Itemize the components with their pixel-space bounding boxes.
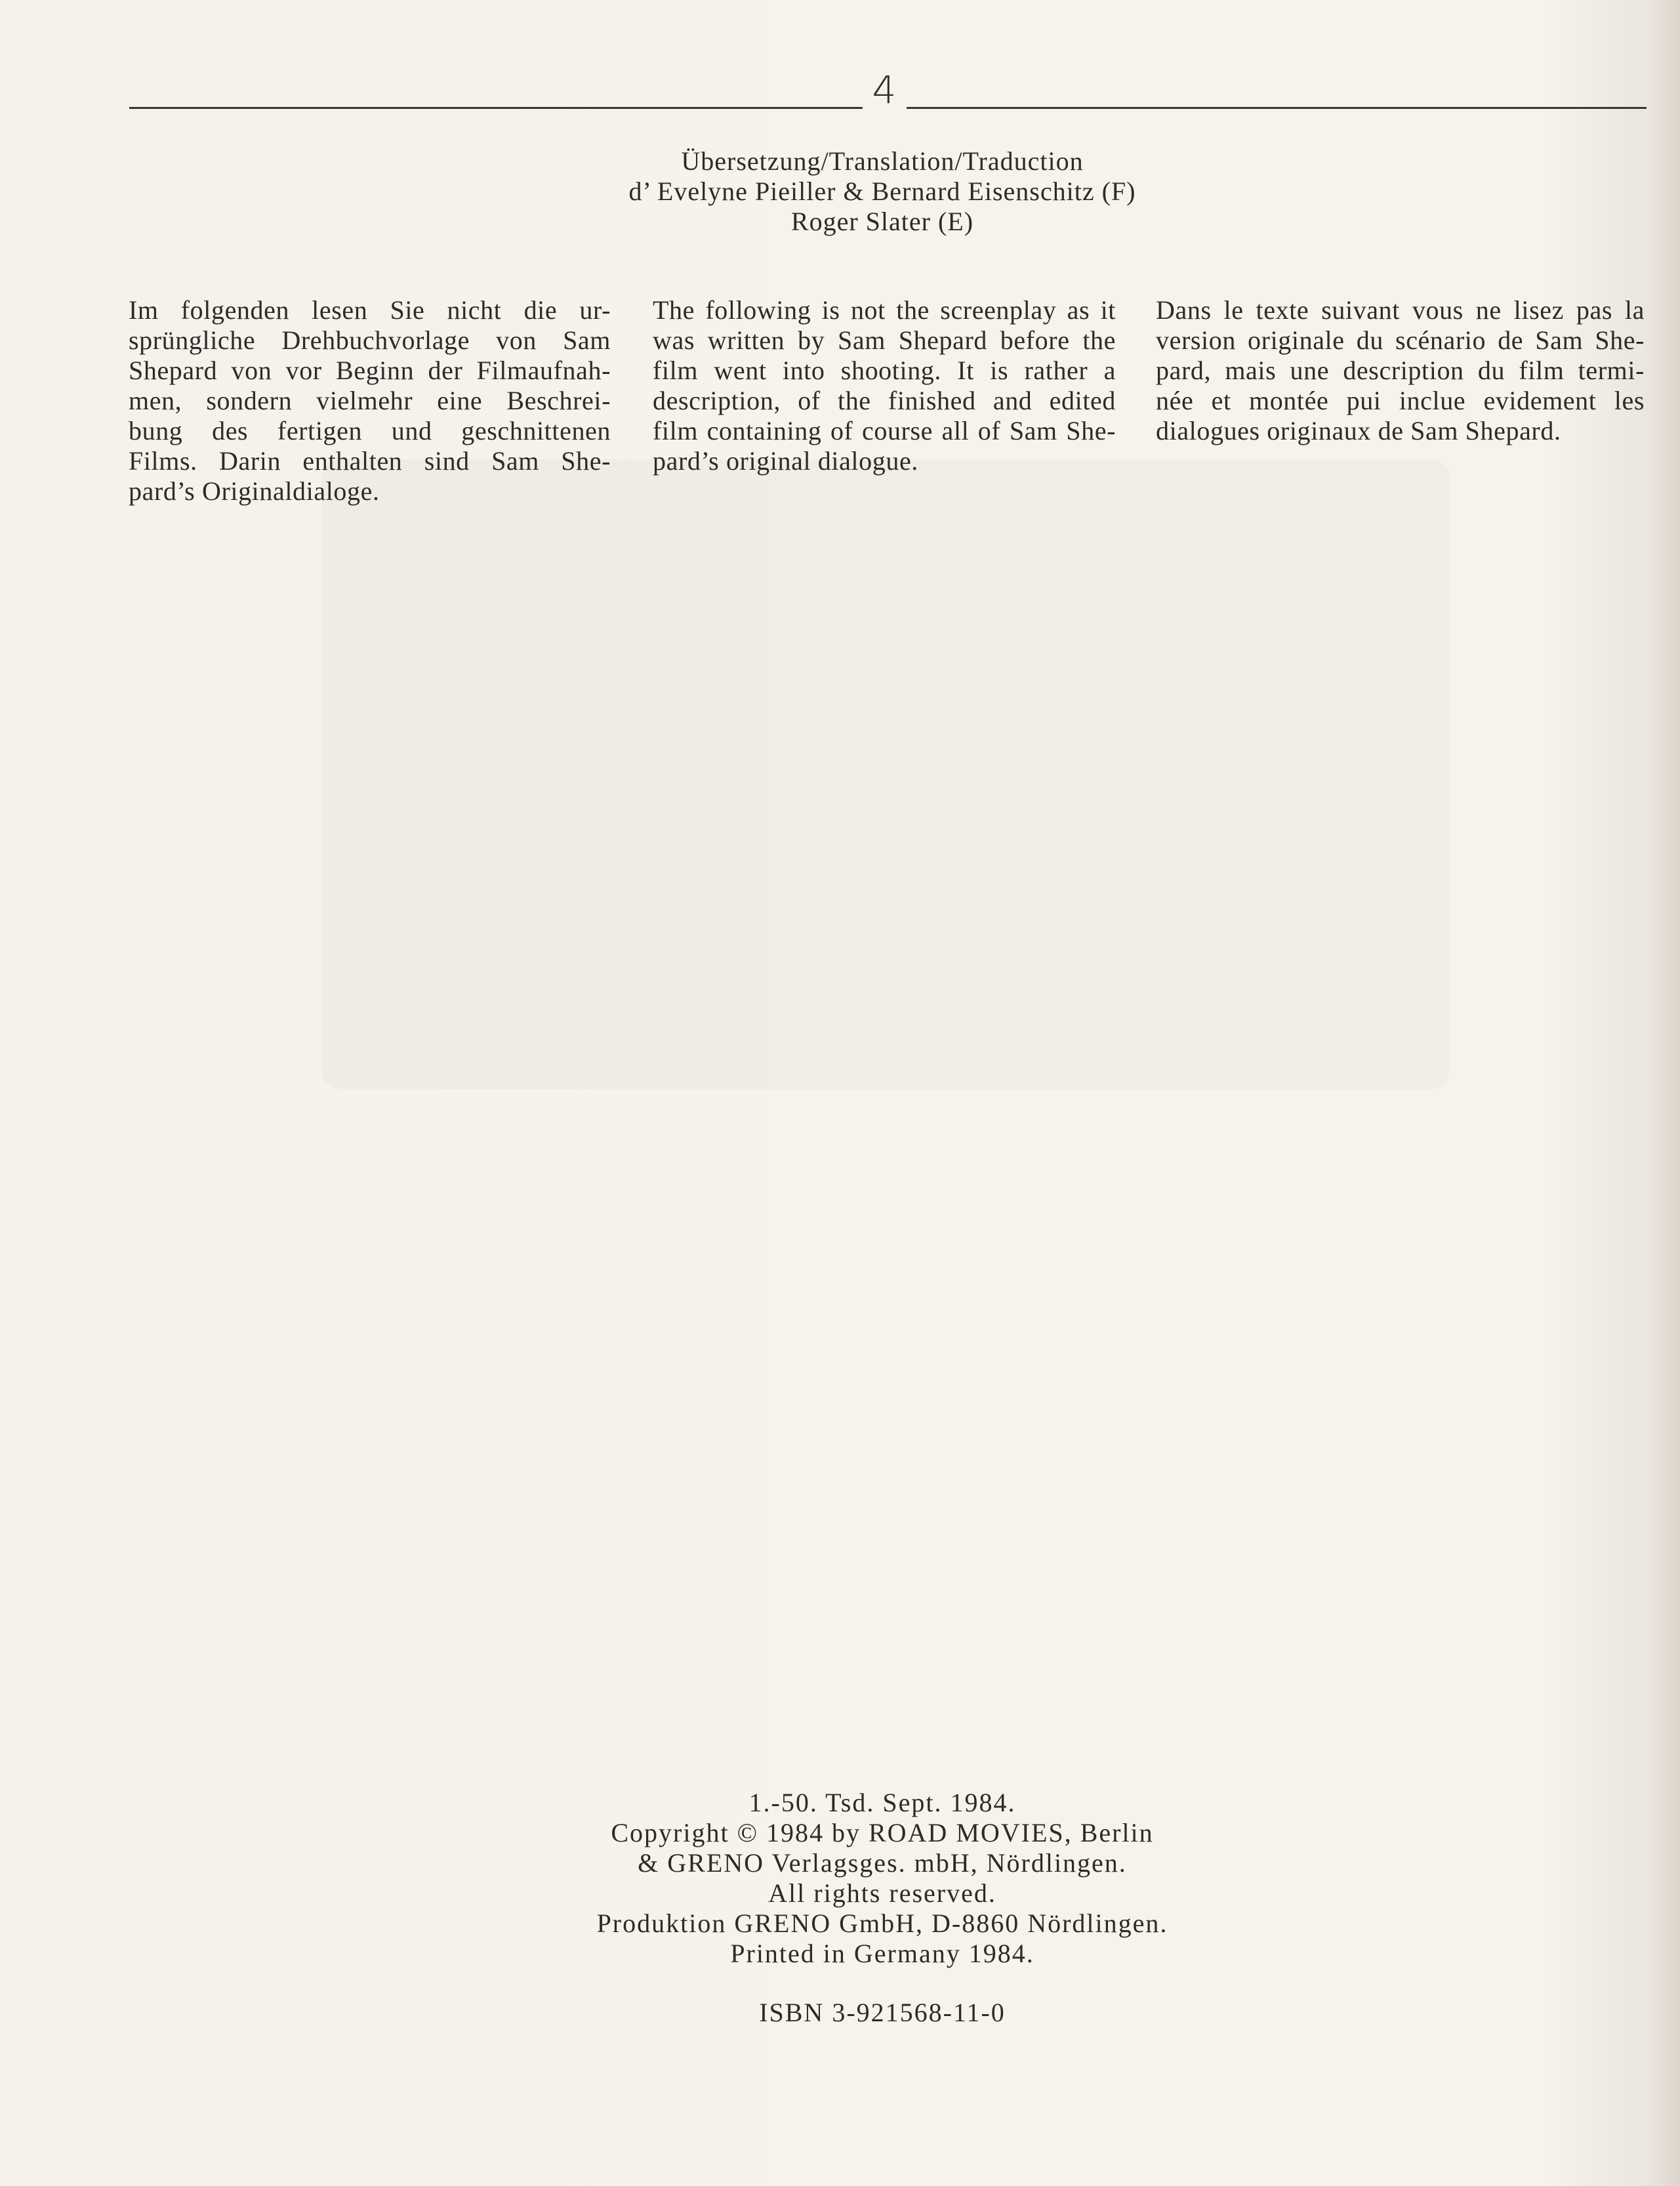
english-line: pard’s original dialogue. bbox=[653, 446, 918, 476]
faded-poster-watermark bbox=[321, 459, 1450, 1089]
german-line: bung des fertigen und geschnittenen bbox=[129, 416, 611, 445]
colophon-line: Produktion GRENO GmbH, D-8860 Nördlingen. bbox=[596, 1908, 1168, 1938]
colophon-line: Printed in Germany 1984. bbox=[730, 1939, 1035, 1968]
translation-credits bbox=[394, 146, 1371, 237]
german-line: sprüngliche Drehbuchvorlage von Sam bbox=[129, 325, 611, 355]
header-rule-left bbox=[129, 107, 863, 109]
french-line: version originale du scénario de Sam She- bbox=[1156, 325, 1645, 355]
header-rule-right bbox=[907, 107, 1647, 109]
english-line: film went into shooting. It is rather a bbox=[653, 356, 1116, 385]
credits-line: d’ Evelyne Pieiller & Bernard Eisenschitz (F) bbox=[628, 176, 1136, 206]
french-line: née et montée pui inclue evidement les bbox=[1156, 386, 1645, 415]
german-note-column bbox=[129, 295, 611, 506]
colophon-line: Copyright © 1984 by ROAD MOVIES, Berlin bbox=[611, 1818, 1154, 1847]
colophon-line: All rights reserved. bbox=[768, 1878, 996, 1908]
credits-line: Übersetzung/Translation/Traduction bbox=[681, 146, 1084, 176]
french-line: Dans le texte suivant vous ne lisez pas la bbox=[1156, 295, 1645, 325]
german-line: Films. Darin enthalten sind Sam She- bbox=[129, 446, 611, 476]
english-line: was written by Sam Shepard before the bbox=[653, 325, 1116, 355]
german-line: Im folgenden lesen Sie nicht die ur- bbox=[129, 295, 611, 325]
credits-line: Roger Slater (E) bbox=[790, 207, 974, 236]
german-line: men, sondern vielmehr eine Beschrei- bbox=[129, 386, 611, 415]
isbn: ISBN 3-921568-11-0 bbox=[759, 1998, 1006, 2027]
french-line: pard, mais une description du film termi- bbox=[1156, 356, 1645, 385]
english-line: description, of the finished and edited bbox=[653, 386, 1116, 415]
german-line: pard’s Originaldialoge. bbox=[129, 476, 380, 506]
english-note-column bbox=[653, 295, 1116, 476]
colophon-line: & GRENO Verlagsges. mbH, Nördlingen. bbox=[638, 1848, 1127, 1878]
german-line: Shepard von vor Beginn der Filmaufnah- bbox=[129, 356, 611, 385]
colophon-line: 1.-50. Tsd. Sept. 1984. bbox=[748, 1788, 1016, 1817]
french-note-column bbox=[1156, 295, 1645, 446]
french-line: dialogues originaux de Sam Shepard. bbox=[1156, 416, 1561, 445]
colophon bbox=[459, 1788, 1305, 1969]
page-number: 4 bbox=[872, 68, 897, 112]
english-line: film containing of course all of Sam She- bbox=[653, 416, 1116, 445]
english-line: The following is not the screenplay as it bbox=[653, 295, 1116, 325]
